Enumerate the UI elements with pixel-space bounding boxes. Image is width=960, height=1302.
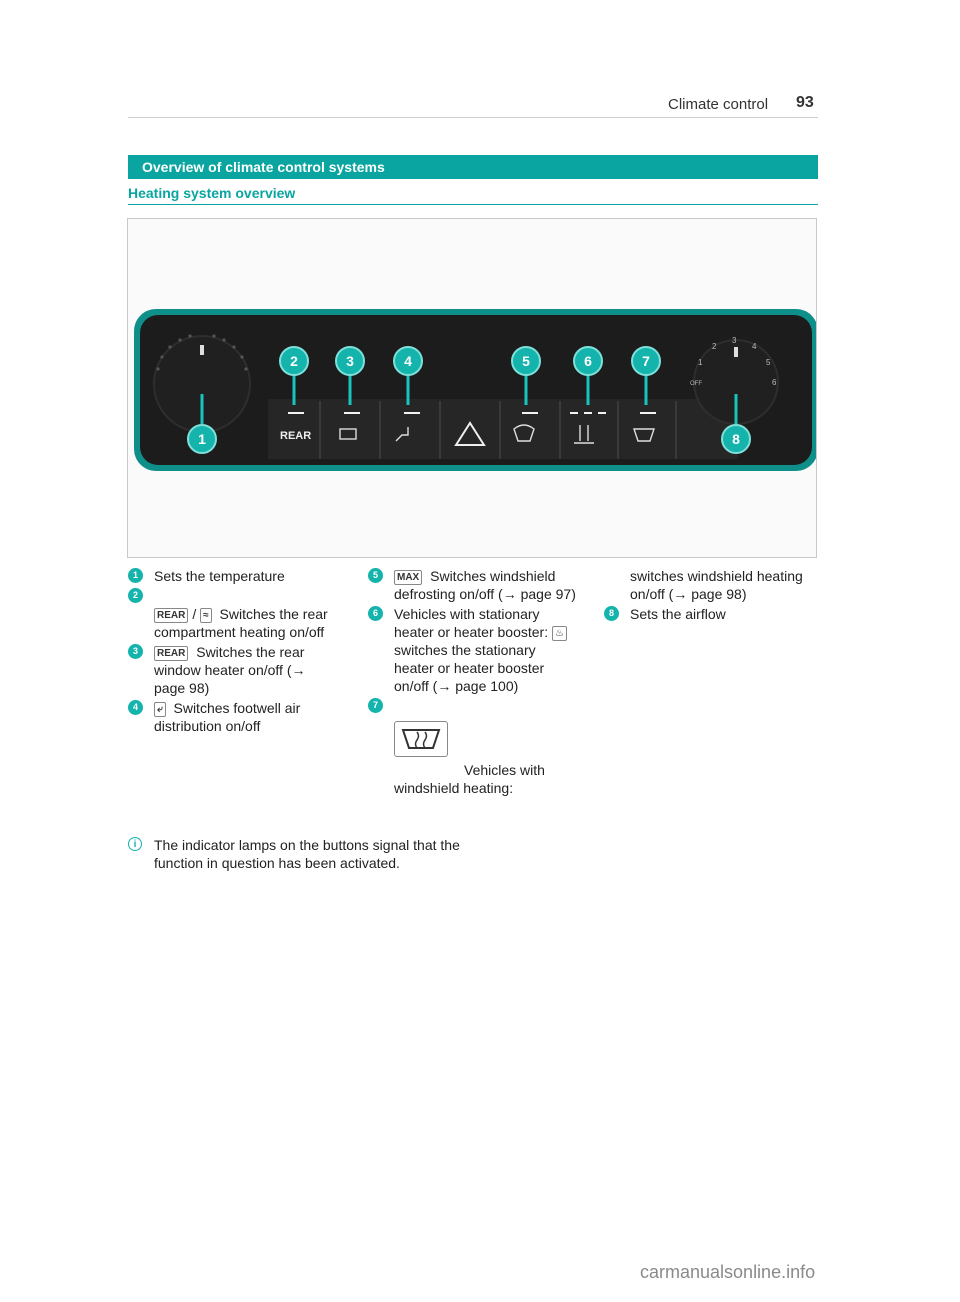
running-title: Climate control [668, 96, 769, 113]
svg-text:4: 4 [404, 353, 412, 369]
svg-text:8: 8 [732, 431, 740, 447]
defrost-max-icon: MAX [394, 570, 422, 585]
stationary-heater-icon: ♨ [552, 626, 567, 641]
svg-text:7: 7 [642, 353, 650, 369]
legend-item-7 [368, 697, 578, 797]
callout-8 [722, 425, 750, 453]
page-number: 93 [796, 94, 814, 111]
legend-item-3 [128, 643, 338, 697]
legend-text: Vehicles with windshield heating: [394, 762, 545, 796]
windshield-heating-icon [394, 721, 448, 757]
section-title: Overview of climate control systems [128, 155, 818, 179]
legend-text: Switches footwell air distribution on/off [154, 700, 301, 734]
subsection-rule [128, 204, 818, 205]
legend-badge: 4 [128, 700, 143, 715]
rear-heating-icon: ≈ [200, 608, 212, 623]
legend-text: Sets the temperature [154, 568, 285, 584]
watermark: carmanualsonline.info [640, 1262, 816, 1282]
dial-number-2: 2 [712, 342, 717, 351]
dial-number-5: 5 [766, 358, 771, 367]
rear-window-heater-icon: REAR [154, 646, 188, 661]
legend-column-1 [128, 567, 338, 735]
rear-icon: REAR [154, 608, 188, 623]
svg-text:6: 6 [584, 353, 592, 369]
legend-text: switches the stationary heater or heater booster on/off (→ page 100) [394, 642, 545, 694]
legend-badge: 8 [604, 606, 619, 621]
callout-1 [188, 425, 216, 453]
rear-button-label: REAR [280, 430, 312, 442]
subsection-title: Heating system overview [128, 185, 296, 201]
legend-text: Vehicles with stationary heater or heater booster: [394, 606, 549, 640]
callout-7 [632, 347, 660, 375]
legend-badge: 6 [368, 606, 383, 621]
legend-item-5 [368, 567, 578, 603]
svg-text:1: 1 [198, 431, 206, 447]
svg-text:2: 2 [290, 353, 298, 369]
legend-separator: / [192, 606, 197, 622]
footwell-icon: ⤶ [154, 702, 166, 717]
info-icon: i [128, 837, 142, 851]
info-note [128, 836, 468, 872]
legend-text: Sets the airflow [630, 606, 726, 622]
callout-6 [574, 347, 602, 375]
legend-text: switches windshield heating on/off (→ page 98) [630, 568, 803, 602]
callout-3 [336, 347, 364, 375]
dial-number-6: 6 [772, 378, 777, 387]
dial-number-1: 1 [698, 358, 703, 367]
legend-item-8 [604, 605, 818, 623]
dial-number-4: 4 [752, 342, 757, 351]
legend-text: Switches windshield defrosting on/off (→ page 97) [394, 568, 576, 602]
heating-panel-figure [127, 218, 817, 558]
callout-2 [280, 347, 308, 375]
dial-number-3: 3 [732, 336, 737, 345]
legend-badge: 7 [368, 698, 383, 713]
note-text: The indicator lamps on the buttons signal that the function in question has been activated. [154, 837, 460, 871]
heating-panel-illustration [128, 219, 816, 557]
dial-off-label: OFF [690, 381, 702, 387]
callout-4 [394, 347, 422, 375]
legend-text: Switches the rear window heater on/off (→ page 98) [154, 644, 306, 696]
button-strip [268, 399, 738, 459]
header-rule [128, 117, 818, 118]
legend-badge: 2 [128, 588, 143, 603]
legend-column-3 [604, 567, 818, 623]
svg-text:5: 5 [522, 353, 530, 369]
legend-item-4 [128, 699, 338, 735]
callout-5 [512, 347, 540, 375]
legend-text: Switches the rear compartment heating on/off [154, 606, 328, 640]
legend-item-2 [128, 587, 338, 641]
legend-badge: 1 [128, 568, 143, 583]
svg-text:3: 3 [346, 353, 354, 369]
legend-item-6 [368, 605, 578, 695]
legend-badge: 5 [368, 568, 383, 583]
legend-column-2 [368, 567, 578, 797]
legend-item-7-continued [604, 567, 818, 603]
legend-item-1 [128, 567, 338, 585]
legend-badge: 3 [128, 644, 143, 659]
